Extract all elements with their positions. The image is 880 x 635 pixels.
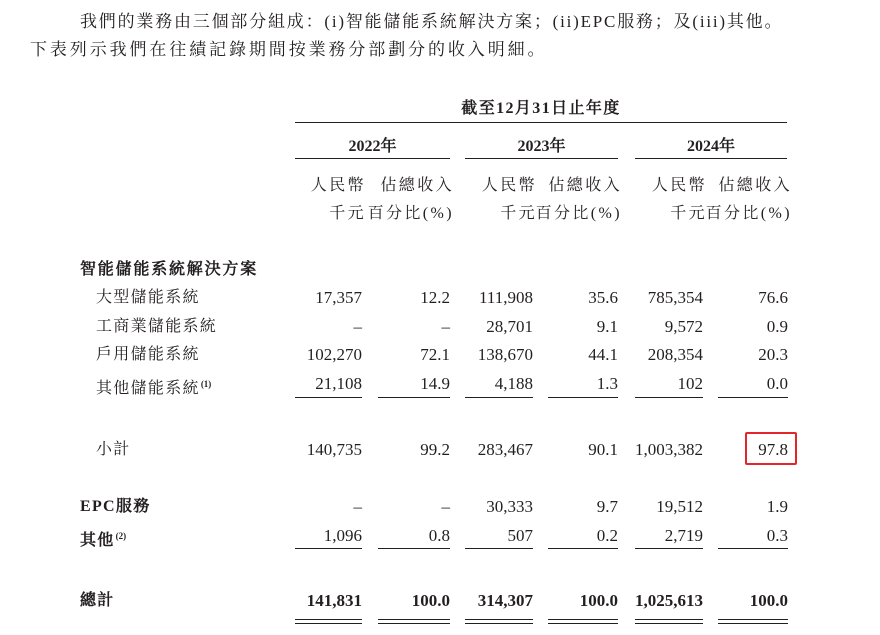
- table-row: [0, 497, 880, 517]
- section-title: 智能儲能系統解決方案: [80, 261, 259, 278]
- double-underline: [378, 623, 450, 624]
- amount-2024: 9,572: [664, 317, 703, 336]
- double-underline: [465, 623, 533, 624]
- column-underline: [378, 548, 450, 549]
- year-header-2023: 2023年: [517, 138, 566, 155]
- year-rule-2022: [295, 158, 450, 159]
- highlight-box: [745, 432, 797, 465]
- percentage-2024: 97.8: [758, 440, 788, 459]
- amount-2022: 102,270: [306, 345, 362, 364]
- amount-2023: 283,467: [477, 440, 533, 459]
- amount-2022: 140,735: [306, 440, 362, 459]
- column-underline: [465, 548, 533, 549]
- percentage-unit-2022: 百分比(%): [367, 205, 454, 222]
- footnote-marker: (1): [200, 379, 212, 389]
- percentage-2024: 76.6: [758, 288, 788, 307]
- amount-2024: 208,354: [647, 345, 703, 364]
- row-label: 戶用儲能系統: [96, 346, 200, 363]
- column-underline: [548, 548, 618, 549]
- amount-header-2024: 人民幣: [651, 177, 707, 194]
- amount-2023: 30,333: [486, 497, 533, 516]
- subtotal-label: 小計: [96, 441, 131, 458]
- percentage-unit-2023: 百分比(%): [535, 205, 622, 222]
- column-underline: [465, 397, 533, 398]
- table-row: [0, 317, 880, 337]
- total-row: [0, 591, 880, 611]
- table-row: [0, 526, 880, 549]
- row-label-text: 其他: [80, 532, 115, 549]
- amount-2024: 1,025,613: [635, 591, 703, 610]
- percentage-unit-2024: 百分比(%): [705, 205, 792, 222]
- percentage-2024: 20.3: [758, 345, 788, 364]
- amount-2022: –: [353, 497, 362, 516]
- percentage-2023: 90.1: [588, 440, 618, 459]
- percentage-header-2022: 佔總收入: [380, 177, 454, 194]
- percentage-2023: 9.7: [596, 497, 618, 516]
- double-underline: [635, 619, 703, 620]
- table-row: [0, 288, 880, 308]
- double-underline: [378, 619, 450, 620]
- percentage-2024: 0.3: [766, 526, 788, 545]
- amount-2023: 111,908: [479, 288, 533, 307]
- amount-unit-2024: 千元: [670, 205, 707, 222]
- amount-unit-2023: 千元: [500, 205, 537, 222]
- year-header-2024: 2024年: [686, 138, 735, 155]
- percentage-2022: 99.2: [420, 440, 450, 459]
- amount-2024: 785,354: [647, 288, 703, 307]
- percentage-2023: 35.6: [588, 288, 618, 307]
- percentage-2023: 9.1: [596, 317, 618, 336]
- double-underline: [548, 619, 618, 620]
- double-underline: [635, 623, 703, 624]
- column-underline: [378, 397, 450, 398]
- column-underline: [548, 397, 618, 398]
- amount-2023: 507: [507, 526, 533, 545]
- period-header-rule: [295, 122, 787, 123]
- column-underline: [635, 397, 703, 398]
- double-underline: [295, 619, 362, 620]
- column-underline: [295, 548, 362, 549]
- row-label: 工商業儲能系統: [96, 318, 218, 335]
- percentage-2024: 1.9: [766, 497, 788, 516]
- amount-2023: 138,670: [477, 345, 533, 364]
- percentage-2022: 12.2: [420, 288, 450, 307]
- column-underline: [295, 397, 362, 398]
- period-header: 截至12月31日止年度: [461, 100, 621, 117]
- amount-header-2022: 人民幣: [310, 177, 366, 194]
- amount-2022: 21,108: [315, 374, 362, 393]
- total-label: 總計: [80, 592, 115, 609]
- amount-2023: 28,701: [486, 317, 533, 336]
- intro-line-1: 我們的業務由三個部分組成：(i)智能儲能系統解決方案；(ii)EPC服務；及(iii)其他。: [80, 12, 784, 31]
- percentage-2022: 100.0: [411, 591, 450, 610]
- percentage-2022: 72.1: [420, 345, 450, 364]
- percentage-2023: 100.0: [579, 591, 618, 610]
- percentage-2024: 0.9: [766, 317, 788, 336]
- double-underline: [548, 623, 618, 624]
- row-label: 大型儲能系統: [96, 289, 200, 306]
- percentage-2022: 0.8: [428, 526, 450, 545]
- column-underline: [718, 397, 788, 398]
- year-rule-2024: [635, 158, 787, 159]
- table-row: [0, 374, 880, 397]
- amount-2022: 1,096: [323, 526, 362, 545]
- percentage-2024: 0.0: [766, 374, 788, 393]
- percentage-2023: 0.2: [596, 526, 618, 545]
- year-rule-2023: [465, 158, 618, 159]
- double-underline: [465, 619, 533, 620]
- double-underline: [718, 619, 788, 620]
- row-label: EPC服務: [80, 498, 151, 515]
- amount-unit-2022: 千元: [329, 205, 366, 222]
- percentage-2022: –: [441, 497, 450, 516]
- amount-2024: 102: [677, 374, 703, 393]
- amount-2024: 2,719: [664, 526, 703, 545]
- amount-2022: 17,357: [315, 288, 362, 307]
- amount-2024: 19,512: [656, 497, 703, 516]
- amount-2023: 314,307: [477, 591, 533, 610]
- row-label-text: 其他儲能系統: [96, 380, 200, 397]
- amount-2022: –: [353, 317, 362, 336]
- percentage-header-2024: 佔總收入: [718, 177, 792, 194]
- row-label: [80, 526, 126, 551]
- percentage-header-2023: 佔總收入: [548, 177, 622, 194]
- intro-line-2: 下表列示我們在往績記錄期間按業務分部劃分的收入明細。: [30, 40, 548, 59]
- amount-header-2023: 人民幣: [481, 177, 537, 194]
- percentage-2022: 14.9: [420, 374, 450, 393]
- double-underline: [295, 623, 362, 624]
- percentage-2023: 44.1: [588, 345, 618, 364]
- amount-2024: 1,003,382: [635, 440, 703, 459]
- year-header-2022: 2022年: [348, 138, 397, 155]
- column-underline: [718, 548, 788, 549]
- double-underline: [718, 623, 788, 624]
- footnote-marker: (2): [115, 531, 127, 541]
- column-underline: [635, 548, 703, 549]
- amount-2022: 141,831: [306, 591, 362, 610]
- amount-2023: 4,188: [494, 374, 533, 393]
- table-row: [0, 345, 880, 365]
- percentage-2024: 100.0: [749, 591, 788, 610]
- percentage-2022: –: [441, 317, 450, 336]
- row-label: [96, 374, 211, 399]
- percentage-2023: 1.3: [596, 374, 618, 393]
